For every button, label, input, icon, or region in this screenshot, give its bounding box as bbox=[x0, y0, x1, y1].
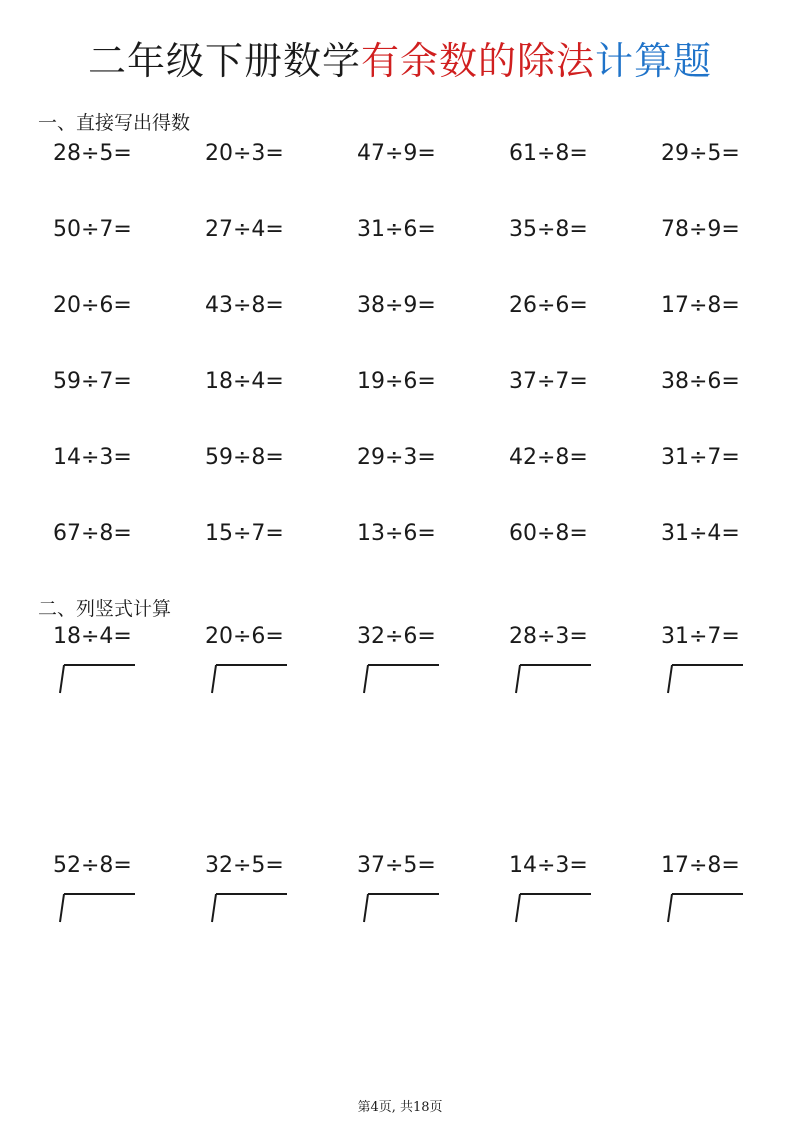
vertical-problem-2-5 bbox=[661, 854, 800, 974]
problem-2-1: 50÷7= bbox=[53, 217, 132, 242]
vertical-problem-expression: 20÷6= bbox=[205, 624, 284, 649]
problem-6-1: 67÷8= bbox=[53, 521, 132, 546]
problem-1-4: 61÷8= bbox=[509, 141, 588, 166]
vertical-problem-expression: 17÷8= bbox=[661, 853, 740, 878]
problem-3-3: 38÷9= bbox=[357, 293, 436, 318]
long-division-bracket-icon bbox=[209, 892, 291, 926]
long-division-bracket-icon bbox=[513, 663, 595, 697]
vertical-problem-expression: 37÷5= bbox=[357, 853, 436, 878]
long-division-bracket-icon bbox=[57, 663, 139, 697]
problem-4-5: 38÷6= bbox=[661, 369, 740, 394]
vertical-problem-expression: 32÷6= bbox=[357, 624, 436, 649]
long-division-bracket-icon bbox=[57, 892, 139, 926]
page-number: 第4页, 共18页 bbox=[357, 1100, 443, 1115]
long-division-bracket-icon bbox=[665, 663, 747, 697]
long-division-bracket-icon bbox=[361, 663, 443, 697]
problem-5-3: 29÷3= bbox=[357, 445, 436, 470]
vertical-problem-1-3 bbox=[357, 625, 509, 745]
problem-2-2: 27÷4= bbox=[205, 217, 284, 242]
vertical-problem-1-1 bbox=[53, 625, 205, 745]
vertical-calculation-row-2 bbox=[53, 854, 800, 974]
vertical-problem-expression: 32÷5= bbox=[205, 853, 284, 878]
problem-4-3: 19÷6= bbox=[357, 369, 436, 394]
problem-1-3: 47÷9= bbox=[357, 141, 436, 166]
problem-4-1: 59÷7= bbox=[53, 369, 132, 394]
problem-1-2: 20÷3= bbox=[205, 141, 284, 166]
section1-heading: 一、直接写出得数 bbox=[38, 112, 191, 134]
problem-4-2: 18÷4= bbox=[205, 369, 284, 394]
problem-4-4: 37÷7= bbox=[509, 369, 588, 394]
vertical-problem-expression: 31÷7= bbox=[661, 624, 740, 649]
problem-3-4: 26÷6= bbox=[509, 293, 588, 318]
vertical-problem-1-2 bbox=[205, 625, 357, 745]
problem-2-3: 31÷6= bbox=[357, 217, 436, 242]
vertical-problem-expression: 18÷4= bbox=[53, 624, 132, 649]
problem-6-4: 60÷8= bbox=[509, 521, 588, 546]
problem-5-5: 31÷7= bbox=[661, 445, 740, 470]
problem-6-3: 13÷6= bbox=[357, 521, 436, 546]
page-title bbox=[0, 30, 800, 85]
long-division-bracket-icon bbox=[209, 663, 291, 697]
problem-3-2: 43÷8= bbox=[205, 293, 284, 318]
long-division-bracket-icon bbox=[361, 892, 443, 926]
section2-heading: 二、列竖式计算 bbox=[38, 598, 172, 620]
title-part-grade: 二年级下册数学 bbox=[87, 39, 361, 83]
problem-5-2: 59÷8= bbox=[205, 445, 284, 470]
vertical-problem-2-3 bbox=[357, 854, 509, 974]
problem-1-1: 28÷5= bbox=[53, 141, 132, 166]
oral-calculation-grid bbox=[53, 142, 800, 598]
problem-3-5: 17÷8= bbox=[661, 293, 740, 318]
problem-1-5: 29÷5= bbox=[661, 141, 740, 166]
title-part-topic: 有余数的除法 bbox=[360, 39, 595, 83]
vertical-problem-2-1 bbox=[53, 854, 205, 974]
title-part-type: 计算题 bbox=[595, 39, 713, 83]
problem-2-5: 78÷9= bbox=[661, 217, 740, 242]
vertical-calculation-row-1 bbox=[53, 625, 800, 745]
long-division-bracket-icon bbox=[513, 892, 595, 926]
vertical-problem-1-4 bbox=[509, 625, 661, 745]
problem-3-1: 20÷6= bbox=[53, 293, 132, 318]
vertical-problem-expression: 14÷3= bbox=[509, 853, 588, 878]
vertical-problem-1-5 bbox=[661, 625, 800, 745]
problem-5-1: 14÷3= bbox=[53, 445, 132, 470]
problem-2-4: 35÷8= bbox=[509, 217, 588, 242]
long-division-bracket-icon bbox=[665, 892, 747, 926]
vertical-problem-expression: 52÷8= bbox=[53, 853, 132, 878]
vertical-problem-expression: 28÷3= bbox=[509, 624, 588, 649]
vertical-problem-2-2 bbox=[205, 854, 357, 974]
problem-5-4: 42÷8= bbox=[509, 445, 588, 470]
problem-6-5: 31÷4= bbox=[661, 521, 740, 546]
problem-6-2: 15÷7= bbox=[205, 521, 284, 546]
vertical-problem-2-4 bbox=[509, 854, 661, 974]
